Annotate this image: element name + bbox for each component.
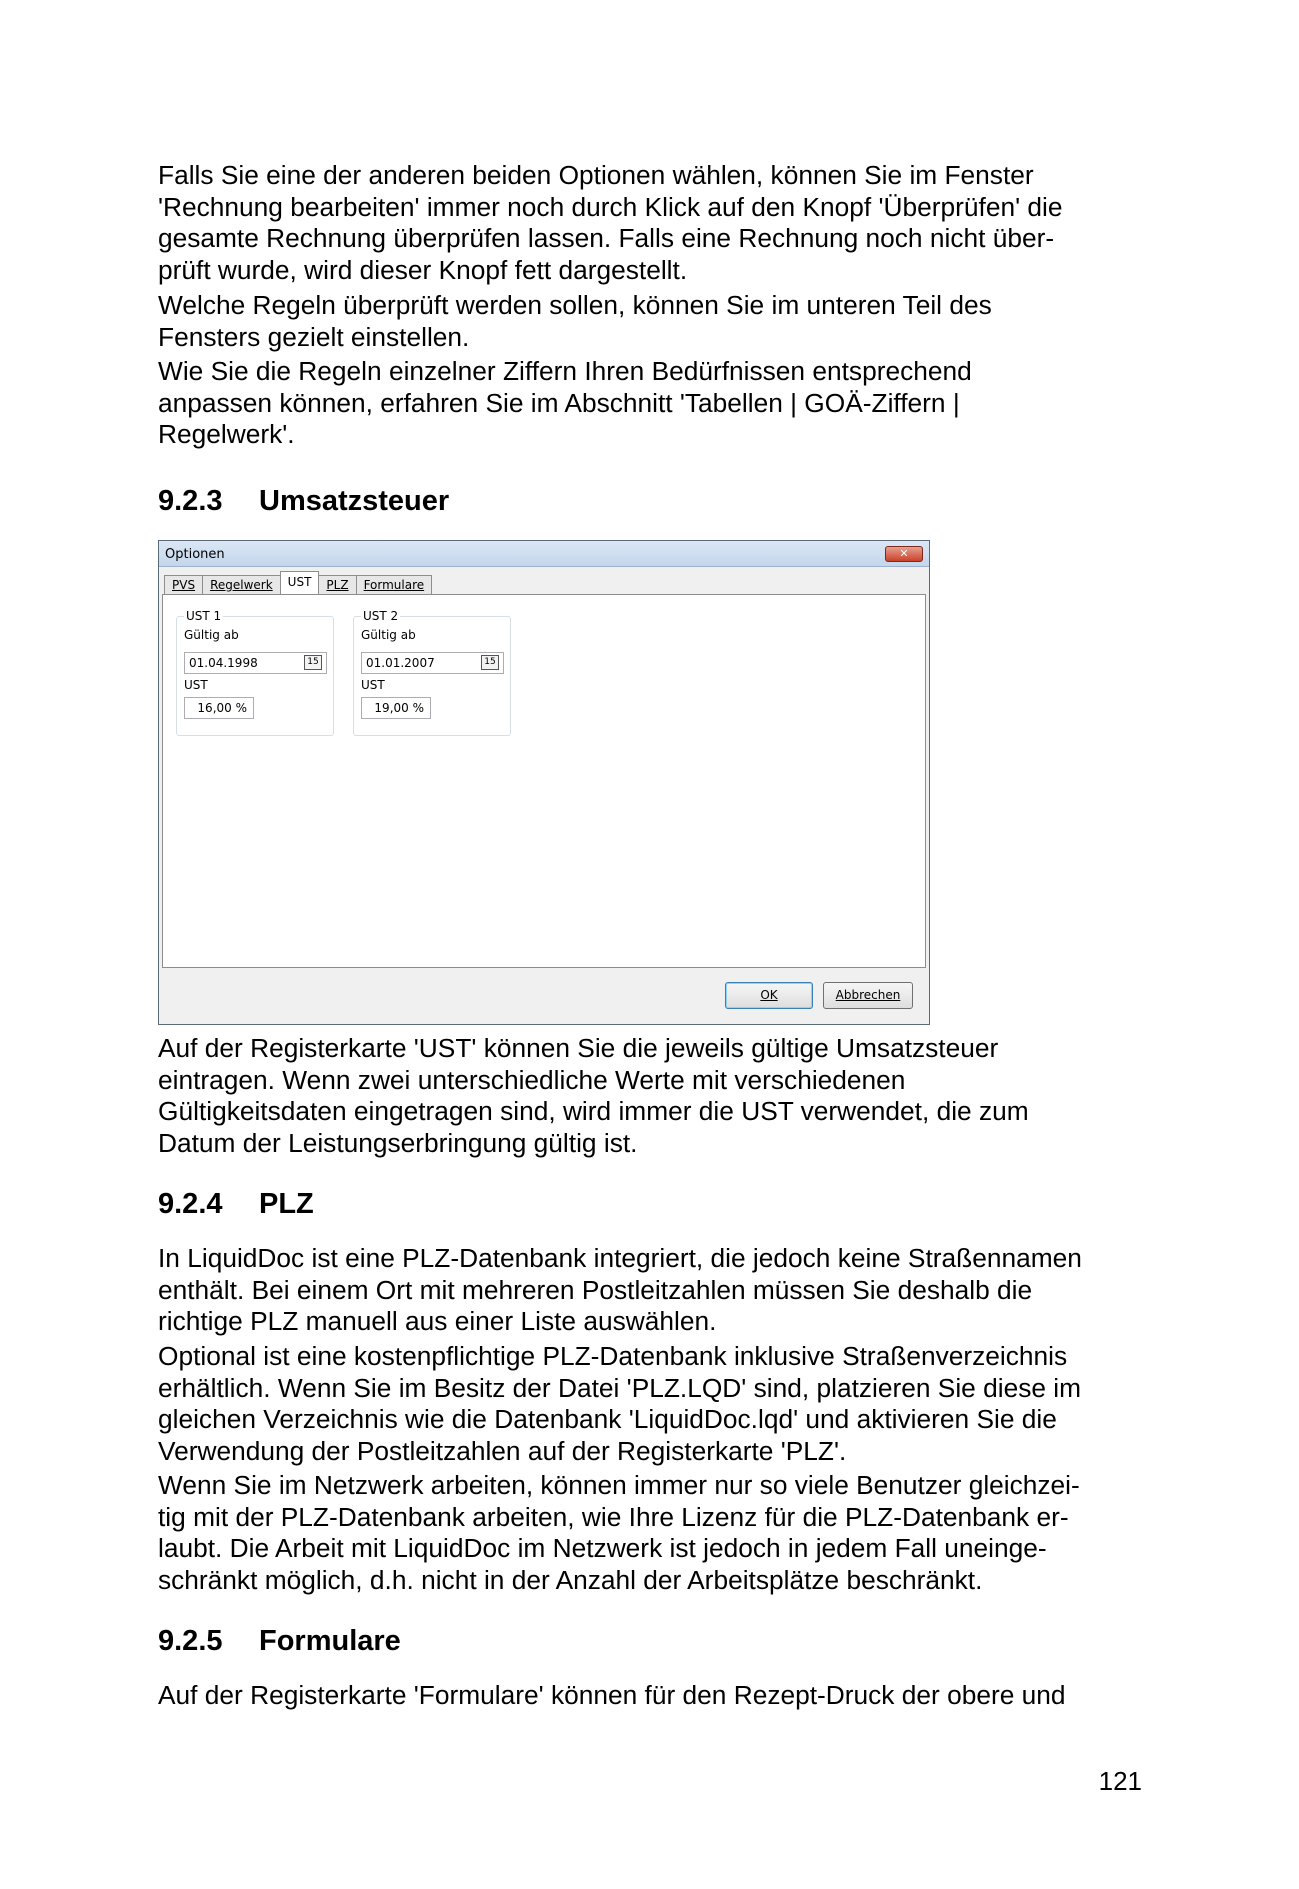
section-heading-umsatzsteuer: 9.2.3 Umsatzsteuer (158, 485, 450, 517)
paragraph-options: Falls Sie eine der anderen beiden Optionen wählen, können Sie im Fenster 'Rechnung bearbeiten' immer noch durch Klick auf den Knopf 'Überprüfen' die gesamte Rechnung überprüfen lassen. Falls eine Rechnung noch nicht über- prüft wurde, wird dieser Knopf fett dargestellt. (158, 160, 1063, 285)
ust1-tax-input[interactable]: 16,00 % (184, 697, 254, 719)
cancel-button[interactable]: Abbrechen (823, 982, 913, 1009)
ust2-tax-label: UST (361, 678, 385, 692)
paragraph-plz-db: In LiquidDoc ist eine PLZ-Datenbank integriert, die jedoch keine Straßennamen enthält. Bei einem Ort mit mehreren Postleitzahlen müssen Sie deshalb die richtige PLZ manuell aus einer Liste auswählen. (158, 1243, 1082, 1336)
ust2-date-label: Gültig ab (361, 628, 416, 642)
ok-button[interactable]: OK (725, 982, 813, 1009)
ust1-date-input[interactable]: 01.04.1998 15 (184, 652, 327, 674)
calendar-icon[interactable]: 15 (304, 655, 322, 670)
tab-plz[interactable]: PLZ (318, 575, 356, 594)
tab-ust[interactable]: UST (280, 571, 320, 594)
tab-formulare[interactable]: Formulare (356, 575, 433, 594)
ust1-legend: UST 1 (186, 609, 222, 623)
tab-pvs[interactable]: PVS (164, 575, 203, 594)
paragraph-digits: Wie Sie die Regeln einzelner Ziffern Ihren Bedürfnissen entsprechend anpassen können, erfahren Sie im Abschnitt 'Tabellen | GOÄ-Ziffern | Regelwerk'. (158, 356, 972, 449)
ust2-group (353, 609, 511, 736)
ust1-date-label: Gültig ab (184, 628, 239, 642)
ust1-tax-label: UST (184, 678, 208, 692)
section-heading-plz: 9.2.4 PLZ (158, 1188, 314, 1220)
paragraph-ust-tab: Auf der Registerkarte 'UST' können Sie die jeweils gültige Umsatzsteuer eintragen. Wenn zwei unterschiedliche Werte mit verschiedenen Gültigkeitsdaten eingetragen sind, wird immer die UST verwendet, die zum Datum der Leistungserbringung gültig ist. (158, 1033, 1029, 1158)
paragraph-plz-optional: Optional ist eine kostenpflichtige PLZ-Datenbank inklusive Straßenverzeichnis erhältlich. Wenn Sie im Besitz der Datei 'PLZ.LQD' sind, platzieren Sie diese im gleichen Verzeichnis wie die Datenbank 'LiquidDoc.lqd' und aktivieren Sie die Verwendung der Postleitzahlen auf der Registerkarte 'PLZ'. (158, 1341, 1082, 1466)
ust2-tax-input[interactable]: 19,00 % (361, 697, 431, 719)
ust1-group (176, 609, 334, 736)
close-button[interactable]: ✕ (885, 546, 923, 562)
ust2-legend: UST 2 (363, 609, 399, 623)
ust2-date-input[interactable]: 01.01.2007 15 (361, 652, 504, 674)
calendar-icon[interactable]: 15 (481, 655, 499, 670)
dialog-title: Optionen (165, 547, 225, 562)
paragraph-plz-network: Wenn Sie im Netzwerk arbeiten, können immer nur so viele Benutzer gleichzei- tig mit der PLZ-Datenbank arbeiten, wie Ihre Lizenz für die PLZ-Datenbank er- laubt. Die Arbeit mit LiquidDoc im Netzwerk ist jedoch in jedem Fall uneinge- schränkt möglich, d.h. nicht in der Anzahl der Arbeitsplätze beschränkt. (158, 1470, 1080, 1595)
tab-regelwerk[interactable]: Regelwerk (202, 575, 281, 594)
dialog-titlebar[interactable] (159, 541, 929, 567)
paragraph-formulare: Auf der Registerkarte 'Formulare' können für den Rezept-Druck der obere und (158, 1680, 1066, 1710)
paragraph-rules: Welche Regeln überprüft werden sollen, können Sie im unteren Teil des Fensters gezielt einstellen. (158, 290, 992, 352)
page-number: 121 (1098, 1766, 1142, 1796)
section-heading-formulare: 9.2.5 Formulare (158, 1625, 401, 1657)
tab-panel-ust (162, 594, 926, 968)
options-dialog (158, 540, 930, 1025)
tab-strip (164, 573, 431, 594)
